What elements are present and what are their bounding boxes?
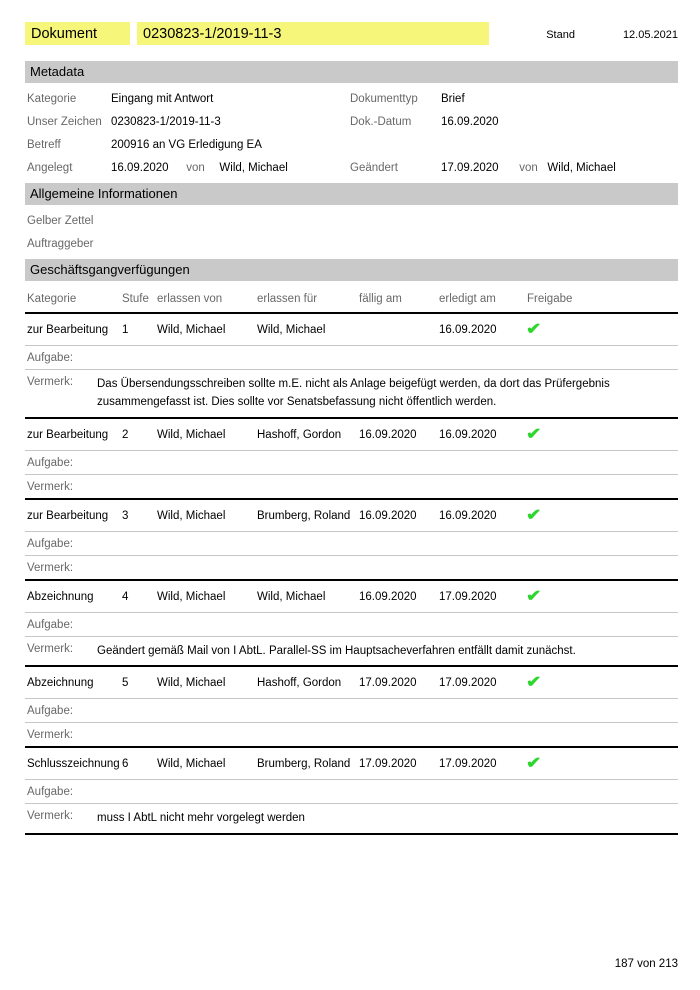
cell-erlassen-fuer: Wild, Michael — [257, 324, 326, 336]
auftraggeber-label: Auftraggeber — [27, 238, 94, 250]
aufgabe-label: Aufgabe: — [27, 618, 74, 631]
cell-freigabe — [523, 425, 676, 443]
cell-freigabe — [523, 755, 676, 773]
vermerk-value — [97, 562, 676, 574]
gg-vermerk-row — [25, 636, 678, 666]
cell-faellig-am: 16.09.2020 — [359, 509, 417, 522]
cell-erlassen-fuer: Hashoff, Gordon — [257, 677, 342, 690]
cell-kategorie: Abzeichnung — [27, 590, 94, 603]
betreff-label: Betreff — [27, 139, 61, 151]
geaendert-label: Geändert — [350, 162, 398, 174]
cell-kategorie: zur Bearbeitung — [27, 324, 109, 336]
cell-stufe: 3 — [122, 509, 129, 522]
cell-kategorie: Schlusszeichnung — [27, 758, 120, 771]
kategorie-value: Eingang mit Antwort — [111, 93, 214, 105]
metadata-row-unser-zeichen — [25, 110, 678, 133]
cell-stufe: 4 — [122, 590, 129, 603]
document-label: Dokument — [25, 22, 130, 45]
aufgabe-label: Aufgabe: — [27, 705, 74, 718]
cell-stufe: 6 — [122, 758, 129, 771]
freigabe-check-icon: ✔ — [525, 674, 542, 692]
cell-faellig-am: 16.09.2020 — [359, 428, 417, 441]
angelegt-value — [111, 162, 350, 174]
stand-label: Stand — [546, 28, 575, 41]
gg-aufgabe-row — [25, 698, 678, 722]
gg-vermerk-row — [25, 722, 678, 746]
gg-vermerk-row — [25, 555, 678, 579]
geaendert-value — [441, 162, 676, 174]
cell-stufe: 1 — [122, 324, 129, 336]
cell-erledigt-am: 17.09.2020 — [439, 677, 497, 690]
cell-erledigt-am: 17.09.2020 — [439, 590, 497, 603]
vermerk-value: muss I AbtL nicht mehr vorgelegt werden — [97, 812, 305, 825]
vermerk-label: Vermerk: — [27, 480, 74, 493]
page-indicator: 187 von 213 — [614, 958, 678, 970]
unser-zeichen-label: Unser Zeichen — [27, 116, 102, 128]
cell-freigabe — [523, 674, 676, 692]
aufgabe-label: Aufgabe: — [27, 786, 74, 799]
geaendert-von-value: Wild, Michael — [547, 162, 616, 174]
vermerk-label: Vermerk: — [27, 376, 74, 388]
aufgabe-label: Aufgabe: — [27, 537, 74, 550]
gg-main-row — [25, 667, 678, 698]
vermerk-label: Vermerk: — [27, 561, 74, 574]
metadata-row-betreff — [25, 133, 678, 156]
gg-aufgabe-row — [25, 345, 678, 369]
angelegt-label: Angelegt — [27, 162, 73, 174]
gg-main-row — [25, 500, 678, 531]
angelegt-von-label: von — [186, 162, 205, 174]
cell-erledigt-am: 17.09.2020 — [439, 758, 497, 771]
gg-aufgabe-row — [25, 450, 678, 474]
cell-erlassen-fuer: Hashoff, Gordon — [257, 428, 342, 441]
stand-wrap — [546, 27, 678, 41]
vermerk-value: Geändert gemäß Mail von I AbtL. Parallel-SS im Hauptsacheverfahren entfällt damit zunächst. — [97, 644, 576, 657]
cell-erlassen-von: Wild, Michael — [157, 590, 226, 603]
angelegt-von-value: Wild, Michael — [219, 162, 288, 174]
cell-erledigt-am: 16.09.2020 — [439, 428, 497, 441]
freigabe-check-icon: ✔ — [525, 321, 542, 338]
gg-entry — [25, 748, 678, 835]
gg-entry — [25, 500, 678, 581]
cell-freigabe — [523, 587, 676, 605]
freigabe-check-icon: ✔ — [525, 425, 542, 443]
geaendert-date: 17.09.2020 — [441, 162, 499, 174]
cell-erlassen-von: Wild, Michael — [157, 428, 226, 441]
col-faellig-am: fällig am — [359, 293, 402, 305]
cell-erlassen-von: Wild, Michael — [157, 677, 226, 690]
dok-datum-label: Dok.-Datum — [350, 116, 412, 128]
aufgabe-value — [97, 352, 676, 364]
vermerk-value — [97, 729, 676, 741]
angelegt-date: 16.09.2020 — [111, 162, 169, 174]
dokumenttyp-label: Dokumenttyp — [350, 93, 418, 105]
gg-aufgabe-row — [25, 531, 678, 555]
cell-stufe: 5 — [122, 677, 129, 690]
vermerk-value: Das Übersendungsschreiben sollte m.E. nicht als Anlage beigefügt werden, da dort das Prüfergebnis zusammengefasst ist. Dies sollte vor Senatsbefassung nicht öffentlich werden. — [97, 378, 610, 408]
gg-entry — [25, 419, 678, 500]
gg-entry — [25, 314, 678, 419]
dokumenttyp-value: Brief — [441, 93, 465, 105]
gg-aufgabe-row — [25, 779, 678, 803]
gg-vermerk-row — [25, 474, 678, 498]
cell-kategorie: zur Bearbeitung — [27, 509, 109, 522]
col-kategorie: Kategorie — [27, 293, 77, 305]
cell-freigabe — [523, 321, 676, 338]
vermerk-label: Vermerk: — [27, 810, 74, 823]
section-header-allgemeine-informationen: Allgemeine Informationen — [25, 183, 678, 205]
gg-main-row — [25, 748, 678, 779]
cell-erledigt-am: 16.09.2020 — [439, 324, 497, 336]
cell-freigabe — [523, 506, 676, 524]
cell-stufe: 2 — [122, 428, 129, 441]
vermerk-value — [97, 481, 676, 493]
geaendert-von-label: von — [519, 162, 538, 174]
col-erlassen-fuer: erlassen für — [257, 293, 318, 305]
document-number: 0230823-1/2019-11-3 — [137, 22, 489, 45]
cell-erlassen-fuer: Wild, Michael — [257, 590, 326, 603]
cell-erlassen-fuer: Brumberg, Roland — [257, 758, 351, 771]
vermerk-label: Vermerk: — [27, 729, 74, 742]
unser-zeichen-value: 0230823-1/2019-11-3 — [111, 116, 221, 128]
aufgabe-value — [97, 786, 676, 798]
document-header — [25, 22, 678, 45]
metadata-row-angelegt — [25, 156, 678, 179]
cell-faellig-am: 17.09.2020 — [359, 677, 417, 690]
gg-main-row — [25, 314, 678, 345]
col-erlassen-von: erlassen von — [157, 293, 223, 305]
stand-date: 12.05.2021 — [622, 28, 678, 41]
gg-table-header — [25, 285, 678, 314]
gg-main-row — [25, 581, 678, 612]
cell-erledigt-am: 16.09.2020 — [439, 509, 497, 522]
cell-erlassen-von: Wild, Michael — [157, 758, 226, 771]
section-header-geschaeftsgangverfuegungen: Geschäftsgangverfügungen — [25, 259, 678, 281]
gg-vermerk-row — [25, 803, 678, 833]
gg-entry — [25, 581, 678, 668]
cell-erlassen-von: Wild, Michael — [157, 509, 226, 522]
col-stufe: Stufe — [122, 293, 149, 305]
gg-main-row — [25, 419, 678, 450]
gelber-zettel-label: Gelber Zettel — [27, 215, 94, 227]
aufgabe-value — [97, 705, 676, 717]
aufgabe-value — [97, 457, 676, 469]
aufgabe-value — [97, 619, 676, 631]
cell-faellig-am: 17.09.2020 — [359, 758, 417, 771]
vermerk-label: Vermerk: — [27, 642, 74, 655]
freigabe-check-icon: ✔ — [525, 587, 542, 605]
metadata-row-kategorie — [25, 87, 678, 110]
cell-kategorie: Abzeichnung — [27, 677, 94, 690]
gg-entry — [25, 667, 678, 748]
freigabe-check-icon: ✔ — [525, 755, 542, 773]
aufgabe-label: Aufgabe: — [27, 352, 74, 364]
kategorie-label: Kategorie — [27, 93, 77, 105]
cell-faellig-am: 16.09.2020 — [359, 590, 417, 603]
betreff-value: 200916 an VG Erledigung EA — [111, 139, 262, 151]
col-erledigt-am: erledigt am — [439, 293, 496, 305]
gg-vermerk-row — [25, 369, 678, 417]
col-freigabe: Freigabe — [527, 293, 573, 305]
cell-erlassen-von: Wild, Michael — [157, 324, 226, 336]
gg-aufgabe-row — [25, 612, 678, 636]
section-header-metadata: Metadata — [25, 61, 678, 83]
cell-erlassen-fuer: Brumberg, Roland — [257, 509, 351, 522]
cell-kategorie: zur Bearbeitung — [27, 428, 109, 441]
dok-datum-value: 16.09.2020 — [441, 116, 499, 128]
aufgabe-value — [97, 538, 676, 550]
freigabe-check-icon: ✔ — [525, 506, 542, 524]
aufgabe-label: Aufgabe: — [27, 456, 74, 469]
